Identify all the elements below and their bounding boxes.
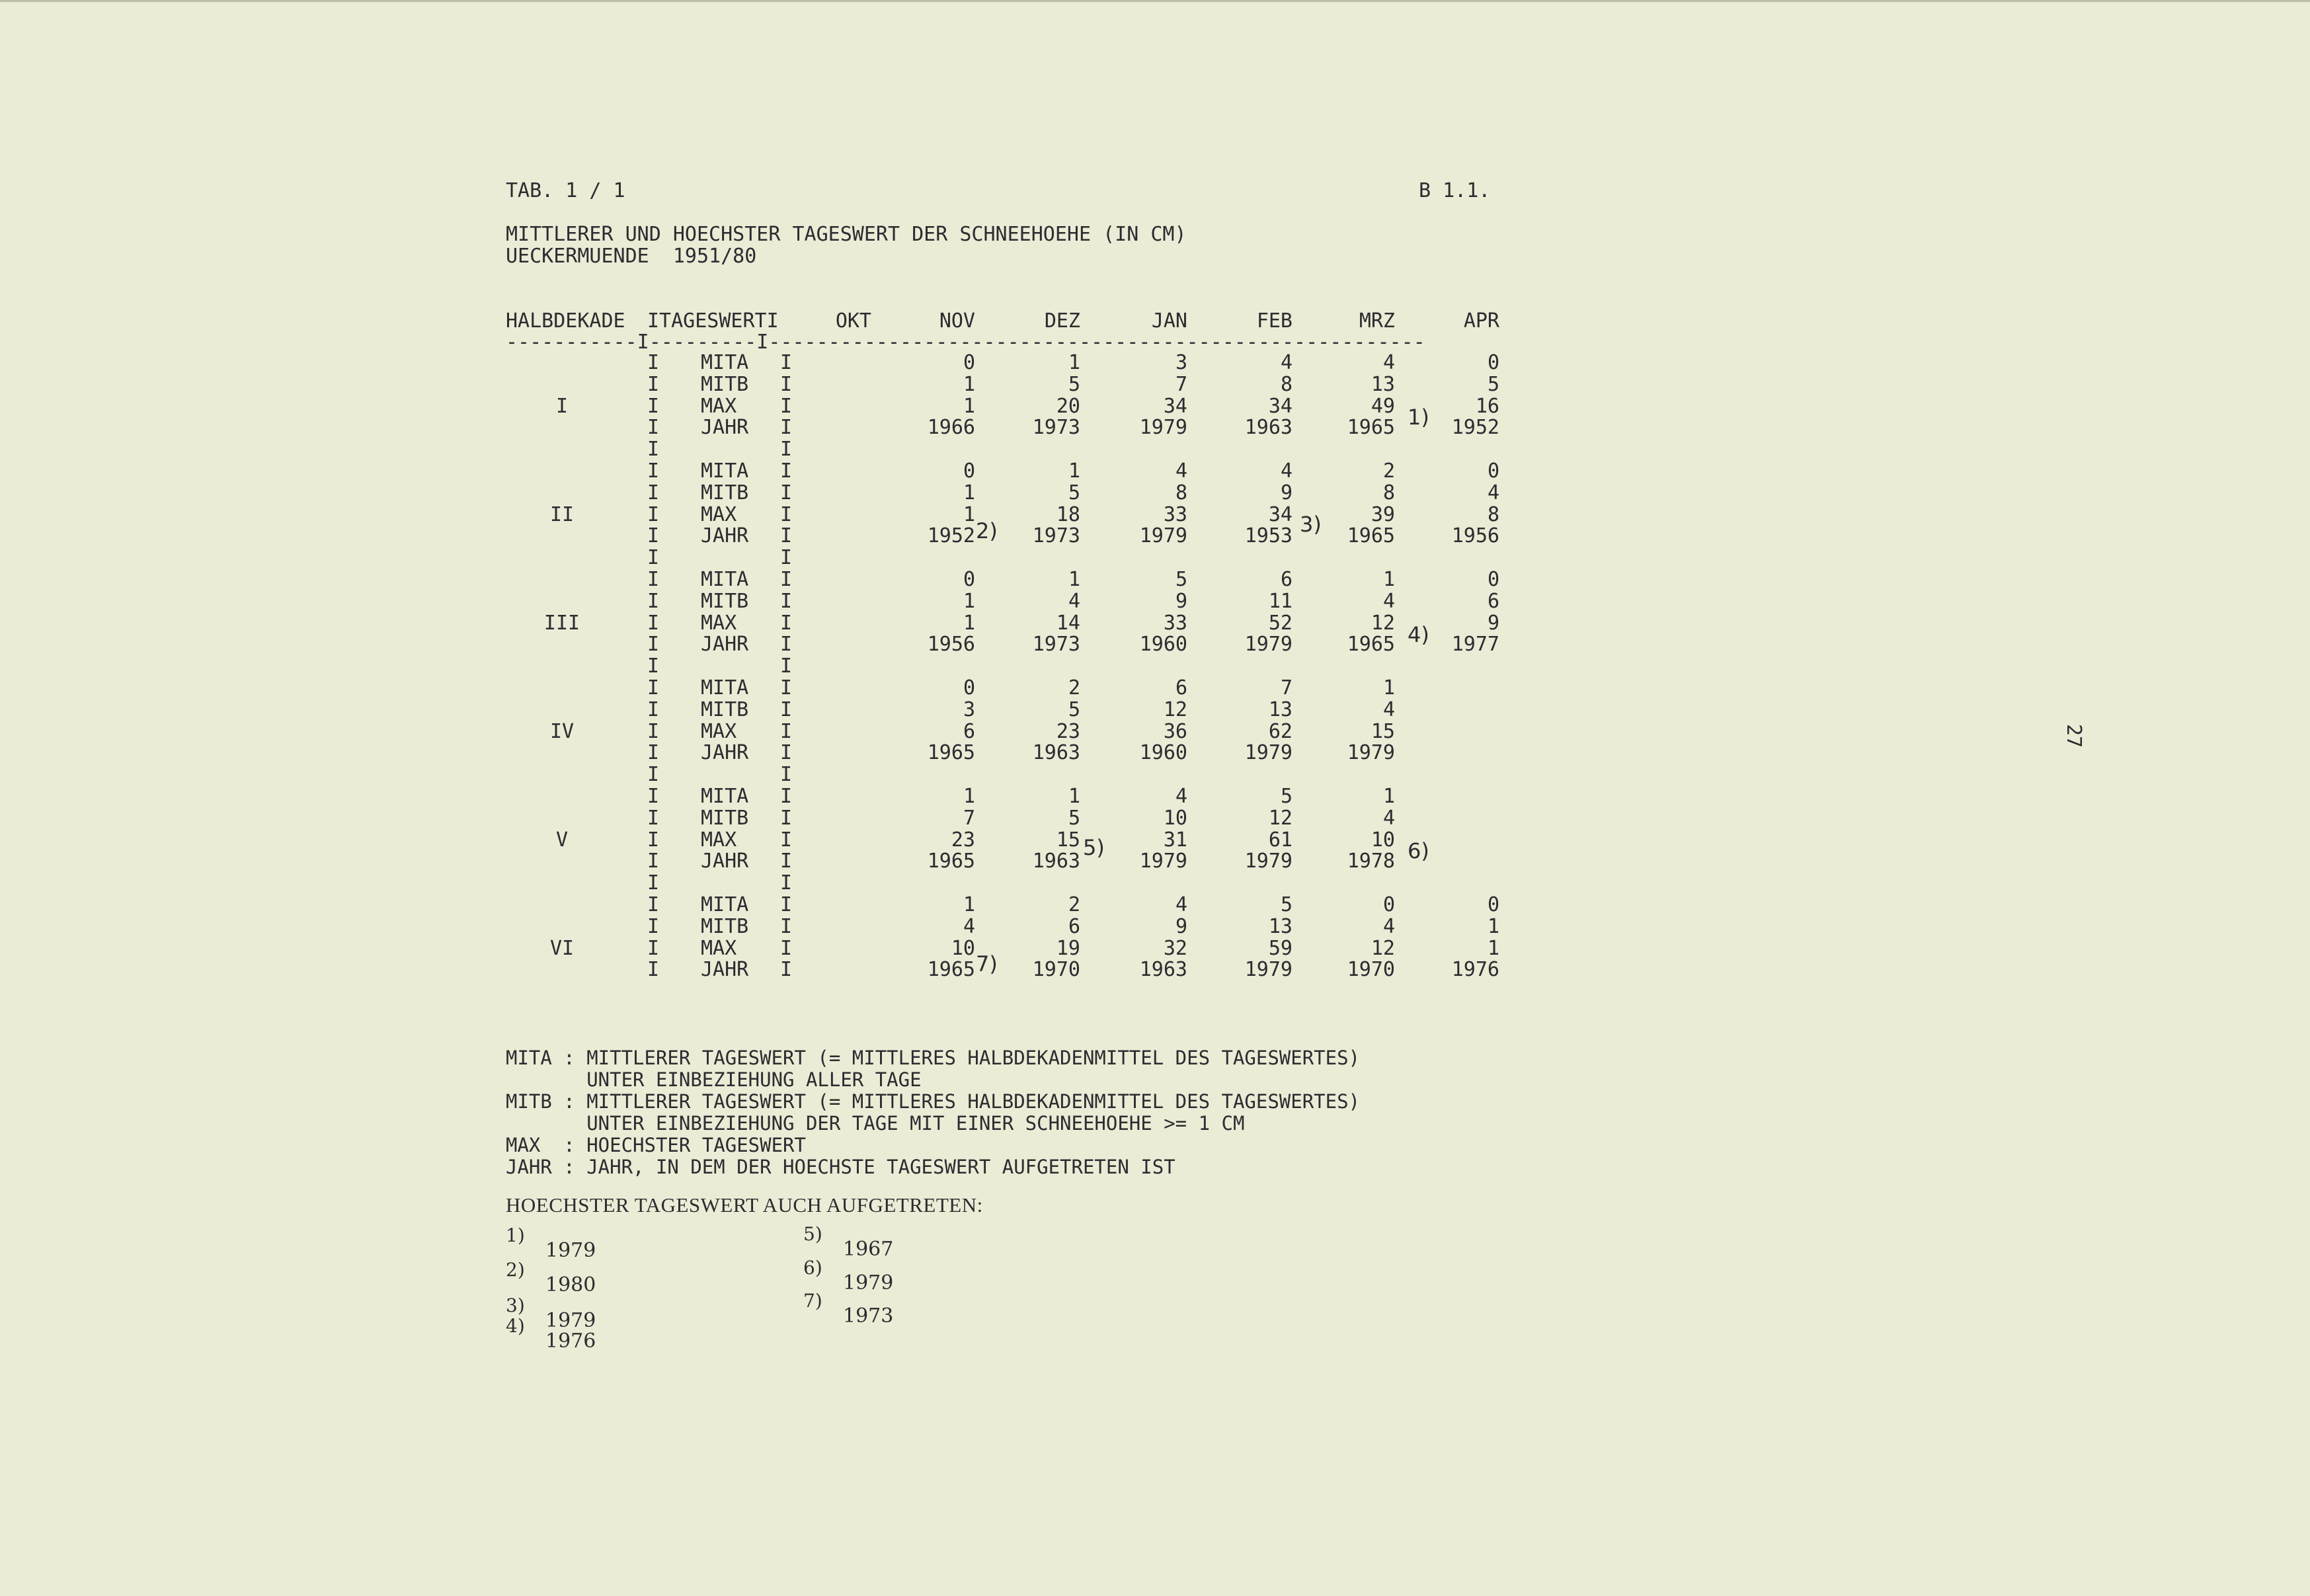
note-mark: 4) bbox=[506, 1315, 525, 1337]
row-name-max: MAX bbox=[701, 502, 737, 526]
table-cell: 10 bbox=[1371, 828, 1395, 852]
table-cell: 13 bbox=[1268, 698, 1293, 721]
table-cell: 1979 bbox=[1139, 850, 1187, 873]
table-cell: 1973 bbox=[1032, 524, 1080, 548]
table-cell: 8 bbox=[1382, 481, 1395, 504]
month-header-apr: APR bbox=[1463, 309, 1499, 333]
table-cell: 0 bbox=[963, 568, 975, 591]
table-cell: 1956 bbox=[1451, 524, 1499, 548]
row-name-jahr: JAHR bbox=[701, 633, 749, 657]
note-mark: 1) bbox=[506, 1224, 525, 1246]
table-cell: 1 bbox=[1068, 459, 1080, 483]
table-cell: 8 bbox=[1487, 502, 1499, 526]
column-divider: I bbox=[647, 459, 660, 483]
table-cell: 1 bbox=[963, 785, 975, 808]
note-year: 1973 bbox=[843, 1304, 894, 1328]
table-cell: 1963 bbox=[1139, 958, 1187, 982]
table-cell: 1978 bbox=[1347, 850, 1395, 873]
column-divider: I bbox=[780, 958, 793, 982]
table-cell: 9 bbox=[1487, 611, 1499, 635]
table-cell: 1963 bbox=[1244, 416, 1293, 440]
column-divider: I bbox=[780, 806, 793, 830]
section-number: B 1.1. bbox=[1419, 179, 1491, 202]
table-cell: 5 bbox=[1175, 568, 1187, 591]
row-name-jahr: JAHR bbox=[701, 416, 749, 440]
column-divider: I bbox=[647, 481, 660, 504]
column-divider: I bbox=[647, 546, 660, 570]
table-cell: 11 bbox=[1268, 589, 1293, 613]
footnote-mark-4: 4) bbox=[1408, 622, 1429, 647]
column-divider: I bbox=[647, 589, 660, 613]
halbdekade-label: I bbox=[555, 394, 569, 418]
table-cell: 1 bbox=[1382, 785, 1395, 808]
table-cell: 0 bbox=[963, 459, 975, 483]
table-cell: 6 bbox=[1068, 914, 1080, 938]
table-cell: 1953 bbox=[1244, 524, 1293, 548]
row-name-mita: MITA bbox=[701, 893, 749, 916]
column-divider: I bbox=[647, 416, 660, 440]
column-divider: I bbox=[780, 589, 793, 613]
table-cell: 59 bbox=[1268, 936, 1293, 960]
legend-line: UNTER EINBEZIEHUNG ALLER TAGE bbox=[506, 1068, 922, 1091]
footnote-mark-2: 2) bbox=[976, 518, 998, 543]
table-cell: 18 bbox=[1056, 502, 1080, 526]
table-cell: 1960 bbox=[1139, 741, 1187, 765]
table-cell: 4 bbox=[1068, 589, 1080, 613]
column-divider: I bbox=[780, 828, 793, 852]
table-cell: 1 bbox=[963, 372, 975, 396]
table-cell: 1979 bbox=[1244, 850, 1293, 873]
table-cell: 0 bbox=[1487, 568, 1499, 591]
table-cell: 1956 bbox=[927, 633, 975, 657]
table-cell: 1965 bbox=[927, 958, 975, 982]
table-cell: 5 bbox=[1068, 806, 1080, 830]
column-divider: I bbox=[780, 416, 793, 440]
table-cell: 1966 bbox=[927, 416, 975, 440]
table-cell: 12 bbox=[1163, 698, 1187, 721]
page-number: 27 bbox=[2062, 724, 2085, 748]
table-cell: 0 bbox=[963, 351, 975, 374]
scan-edge-line bbox=[0, 0, 2310, 2]
footnote-mark-3: 3) bbox=[1300, 512, 1322, 537]
table-cell: 10 bbox=[1163, 806, 1187, 830]
table-cell: 1 bbox=[1382, 568, 1395, 591]
table-cell: 1979 bbox=[1139, 524, 1187, 548]
table-title: MITTLERER UND HOECHSTER TAGESWERT DER SCHNEEHOEHE (IN CM) bbox=[506, 223, 1187, 246]
halbdekade-label: IV bbox=[549, 719, 575, 743]
table-cell: 4 bbox=[1382, 698, 1395, 721]
table-cell: 1952 bbox=[1451, 416, 1499, 440]
column-divider: I bbox=[780, 655, 793, 678]
station-and-period: UECKERMUENDE 1951/80 bbox=[506, 245, 757, 268]
column-divider: I bbox=[647, 611, 660, 635]
note-year: 1976 bbox=[545, 1330, 596, 1353]
table-cell: 1973 bbox=[1032, 633, 1080, 657]
table-cell: 9 bbox=[1280, 481, 1293, 504]
table-cell: 4 bbox=[1382, 914, 1395, 938]
column-divider: I bbox=[647, 502, 660, 526]
table-cell: 6 bbox=[1175, 676, 1187, 699]
halbdekade-label: V bbox=[555, 828, 569, 852]
table-cell: 1960 bbox=[1139, 633, 1187, 657]
column-divider: I bbox=[780, 633, 793, 657]
table-id: TAB. 1 / 1 bbox=[506, 179, 625, 202]
column-divider: I bbox=[647, 763, 660, 787]
table-cell: 4 bbox=[1175, 459, 1187, 483]
table-cell: 2 bbox=[1382, 459, 1395, 483]
table-cell: 1970 bbox=[1032, 958, 1080, 982]
row-name-max: MAX bbox=[701, 394, 737, 418]
table-cell: 1963 bbox=[1032, 850, 1080, 873]
table-cell: 1 bbox=[1068, 785, 1080, 808]
row-name-max: MAX bbox=[701, 719, 737, 743]
column-divider: I bbox=[647, 438, 660, 461]
table-cell: 8 bbox=[1280, 372, 1293, 396]
table-cell: 16 bbox=[1475, 394, 1499, 418]
table-cell: 1 bbox=[963, 481, 975, 504]
table-cell: 1965 bbox=[1347, 524, 1395, 548]
table-cell: 1979 bbox=[1244, 741, 1293, 765]
table-cell: 1979 bbox=[1244, 633, 1293, 657]
table-cell: 8 bbox=[1175, 481, 1187, 504]
footnote-mark-7: 7) bbox=[976, 951, 998, 977]
table-cell: 5 bbox=[1068, 481, 1080, 504]
column-divider: I bbox=[780, 524, 793, 548]
table-cell: 1979 bbox=[1139, 416, 1187, 440]
table-cell: 12 bbox=[1268, 806, 1293, 830]
note-mark: 5) bbox=[803, 1223, 822, 1245]
column-divider: I bbox=[647, 655, 660, 678]
table-cell: 61 bbox=[1268, 828, 1293, 852]
table-cell: 7 bbox=[963, 806, 975, 830]
column-divider: I bbox=[780, 763, 793, 787]
column-divider: I bbox=[647, 676, 660, 699]
header-separator: -----------I---------I------------------------------------------------------- bbox=[506, 331, 1425, 354]
column-divider: I bbox=[780, 936, 793, 960]
column-divider: I bbox=[647, 372, 660, 396]
table-cell: 33 bbox=[1163, 502, 1187, 526]
month-header-dez: DEZ bbox=[1044, 309, 1080, 333]
table-cell: 3 bbox=[963, 698, 975, 721]
table-cell: 5 bbox=[1068, 372, 1080, 396]
note-mark: 6) bbox=[803, 1257, 822, 1279]
table-cell: 5 bbox=[1487, 372, 1499, 396]
table-cell: 49 bbox=[1371, 394, 1395, 418]
table-cell: 5 bbox=[1280, 893, 1293, 916]
table-cell: 1 bbox=[1487, 936, 1499, 960]
footnote-mark-6: 6) bbox=[1408, 838, 1429, 863]
column-divider: I bbox=[647, 698, 660, 721]
row-name-jahr: JAHR bbox=[701, 741, 749, 765]
table-cell: 1965 bbox=[1347, 633, 1395, 657]
row-name-max: MAX bbox=[701, 936, 737, 960]
halbdekade-label: II bbox=[549, 502, 575, 526]
table-cell: 6 bbox=[1487, 589, 1499, 613]
table-cell: 1952 bbox=[927, 524, 975, 548]
notes-title: HOECHSTER TAGESWERT AUCH AUFGETRETEN: bbox=[506, 1193, 983, 1217]
month-header-mrz: MRZ bbox=[1359, 309, 1395, 333]
table-cell: 1977 bbox=[1451, 633, 1499, 657]
column-divider: I bbox=[780, 914, 793, 938]
column-divider: I bbox=[780, 719, 793, 743]
row-name-mitb: MITB bbox=[701, 806, 749, 830]
column-header-tageswert: ITAGESWERTI bbox=[647, 309, 779, 333]
table-cell: 4 bbox=[1175, 893, 1187, 916]
row-name-mitb: MITB bbox=[701, 698, 749, 721]
column-divider: I bbox=[647, 785, 660, 808]
table-cell: 5 bbox=[1280, 785, 1293, 808]
table-cell: 23 bbox=[1056, 719, 1080, 743]
column-divider: I bbox=[647, 850, 660, 873]
table-cell: 1979 bbox=[1244, 958, 1293, 982]
row-name-max: MAX bbox=[701, 611, 737, 635]
table-cell: 9 bbox=[1175, 914, 1187, 938]
table-cell: 34 bbox=[1163, 394, 1187, 418]
table-cell: 20 bbox=[1056, 394, 1080, 418]
table-cell: 1 bbox=[963, 589, 975, 613]
table-cell: 5 bbox=[1068, 698, 1080, 721]
table-cell: 1976 bbox=[1451, 958, 1499, 982]
legend-line: MITA : MITTLERER TAGESWERT (= MITTLERES HALBDEKADENMITTEL DES TAGESWERTES) bbox=[506, 1047, 1361, 1069]
table-cell: 39 bbox=[1371, 502, 1395, 526]
row-name-mita: MITA bbox=[701, 568, 749, 591]
table-cell: 0 bbox=[1382, 893, 1395, 916]
column-divider: I bbox=[780, 546, 793, 570]
legend-line: MITB : MITTLERER TAGESWERT (= MITTLERES HALBDEKADENMITTEL DES TAGESWERTES) bbox=[506, 1090, 1361, 1113]
table-cell: 7 bbox=[1175, 372, 1187, 396]
column-divider: I bbox=[647, 524, 660, 548]
row-name-mita: MITA bbox=[701, 459, 749, 483]
table-cell: 1965 bbox=[927, 741, 975, 765]
halbdekade-label: III bbox=[543, 611, 580, 635]
column-divider: I bbox=[780, 568, 793, 591]
column-divider: I bbox=[780, 459, 793, 483]
table-cell: 52 bbox=[1268, 611, 1293, 635]
column-divider: I bbox=[647, 936, 660, 960]
column-divider: I bbox=[647, 351, 660, 374]
table-cell: 2 bbox=[1068, 676, 1080, 699]
column-divider: I bbox=[780, 351, 793, 374]
month-header-feb: FEB bbox=[1256, 309, 1293, 333]
column-divider: I bbox=[647, 719, 660, 743]
table-cell: 1 bbox=[1068, 351, 1080, 374]
table-cell: 4 bbox=[1382, 589, 1395, 613]
note-year: 1979 bbox=[843, 1271, 894, 1295]
table-cell: 9 bbox=[1175, 589, 1187, 613]
table-cell: 34 bbox=[1268, 394, 1293, 418]
column-divider: I bbox=[647, 568, 660, 591]
table-cell: 0 bbox=[963, 676, 975, 699]
column-divider: I bbox=[780, 741, 793, 765]
legend-line: MAX : HOECHSTER TAGESWERT bbox=[506, 1134, 806, 1156]
table-cell: 6 bbox=[963, 719, 975, 743]
table-cell: 15 bbox=[1056, 828, 1080, 852]
column-divider: I bbox=[780, 850, 793, 873]
column-divider: I bbox=[780, 502, 793, 526]
footnote-mark-5: 5) bbox=[1083, 835, 1105, 860]
column-divider: I bbox=[780, 893, 793, 916]
column-divider: I bbox=[647, 806, 660, 830]
table-cell: 1 bbox=[963, 611, 975, 635]
table-cell: 0 bbox=[1487, 459, 1499, 483]
note-mark: 7) bbox=[803, 1290, 822, 1312]
month-header-okt: OKT bbox=[835, 309, 871, 333]
table-cell: 1965 bbox=[927, 850, 975, 873]
table-cell: 13 bbox=[1268, 914, 1293, 938]
column-divider: I bbox=[647, 633, 660, 657]
table-cell: 23 bbox=[951, 828, 975, 852]
month-header-nov: NOV bbox=[939, 309, 975, 333]
column-divider: I bbox=[647, 828, 660, 852]
footnote-mark-1: 1) bbox=[1408, 405, 1429, 430]
table-cell: 12 bbox=[1371, 936, 1395, 960]
column-divider: I bbox=[647, 958, 660, 982]
column-divider: I bbox=[780, 676, 793, 699]
legend-line: JAHR : JAHR, IN DEM DER HOECHSTE TAGESWERT AUFGETRETEN IST bbox=[506, 1156, 1175, 1178]
row-name-mita: MITA bbox=[701, 785, 749, 808]
row-name-mitb: MITB bbox=[701, 914, 749, 938]
row-name-jahr: JAHR bbox=[701, 958, 749, 982]
table-cell: 31 bbox=[1163, 828, 1187, 852]
row-name-max: MAX bbox=[701, 828, 737, 852]
note-year: 1979 bbox=[545, 1309, 596, 1332]
table-cell: 1979 bbox=[1347, 741, 1395, 765]
table-cell: 2 bbox=[1068, 893, 1080, 916]
table-cell: 0 bbox=[1487, 893, 1499, 916]
table-cell: 0 bbox=[1487, 351, 1499, 374]
column-divider: I bbox=[647, 914, 660, 938]
column-divider: I bbox=[647, 871, 660, 895]
row-name-mita: MITA bbox=[701, 676, 749, 699]
table-cell: 14 bbox=[1056, 611, 1080, 635]
table-cell: 1 bbox=[1068, 568, 1080, 591]
table-cell: 34 bbox=[1268, 502, 1293, 526]
table-cell: 15 bbox=[1371, 719, 1395, 743]
note-year: 1967 bbox=[843, 1238, 894, 1261]
table-cell: 6 bbox=[1280, 568, 1293, 591]
table-cell: 1 bbox=[1487, 914, 1499, 938]
table-cell: 1 bbox=[963, 502, 975, 526]
table-cell: 4 bbox=[1382, 806, 1395, 830]
note-mark: 2) bbox=[506, 1259, 525, 1281]
table-cell: 1 bbox=[963, 893, 975, 916]
row-name-mitb: MITB bbox=[701, 589, 749, 613]
table-cell: 1 bbox=[963, 394, 975, 418]
table-cell: 1973 bbox=[1032, 416, 1080, 440]
row-name-jahr: JAHR bbox=[701, 850, 749, 873]
table-cell: 36 bbox=[1163, 719, 1187, 743]
table-cell: 10 bbox=[951, 936, 975, 960]
column-divider: I bbox=[780, 438, 793, 461]
column-divider: I bbox=[780, 394, 793, 418]
table-cell: 33 bbox=[1163, 611, 1187, 635]
halbdekade-label: VI bbox=[549, 936, 575, 960]
table-cell: 4 bbox=[1280, 351, 1293, 374]
column-divider: I bbox=[780, 698, 793, 721]
table-cell: 4 bbox=[963, 914, 975, 938]
legend-line: UNTER EINBEZIEHUNG DER TAGE MIT EINER SCHNEEHOEHE >= 1 CM bbox=[506, 1112, 1245, 1135]
table-cell: 4 bbox=[1382, 351, 1395, 374]
row-name-mita: MITA bbox=[701, 351, 749, 374]
table-cell: 12 bbox=[1371, 611, 1395, 635]
column-divider: I bbox=[780, 871, 793, 895]
row-name-jahr: JAHR bbox=[701, 524, 749, 548]
table-cell: 3 bbox=[1175, 351, 1187, 374]
table-cell: 32 bbox=[1163, 936, 1187, 960]
note-year: 1979 bbox=[545, 1239, 596, 1262]
column-divider: I bbox=[780, 611, 793, 635]
note-mark: 3) bbox=[506, 1295, 525, 1316]
month-header-jan: JAN bbox=[1151, 309, 1187, 333]
table-cell: 19 bbox=[1056, 936, 1080, 960]
row-name-mitb: MITB bbox=[701, 372, 749, 396]
column-divider: I bbox=[780, 785, 793, 808]
table-cell: 4 bbox=[1487, 481, 1499, 504]
table-cell: 7 bbox=[1280, 676, 1293, 699]
row-name-mitb: MITB bbox=[701, 481, 749, 504]
table-cell: 13 bbox=[1371, 372, 1395, 396]
table-cell: 1970 bbox=[1347, 958, 1395, 982]
table-cell: 1965 bbox=[1347, 416, 1395, 440]
column-divider: I bbox=[780, 372, 793, 396]
table-cell: 1 bbox=[1382, 676, 1395, 699]
column-divider: I bbox=[647, 394, 660, 418]
table-cell: 62 bbox=[1268, 719, 1293, 743]
column-divider: I bbox=[647, 893, 660, 916]
column-header-halbdekade: HALBDEKADE bbox=[506, 309, 625, 333]
table-cell: 1963 bbox=[1032, 741, 1080, 765]
column-divider: I bbox=[780, 481, 793, 504]
column-divider: I bbox=[647, 741, 660, 765]
note-year: 1980 bbox=[545, 1273, 596, 1297]
table-cell: 4 bbox=[1175, 785, 1187, 808]
table-cell: 4 bbox=[1280, 459, 1293, 483]
